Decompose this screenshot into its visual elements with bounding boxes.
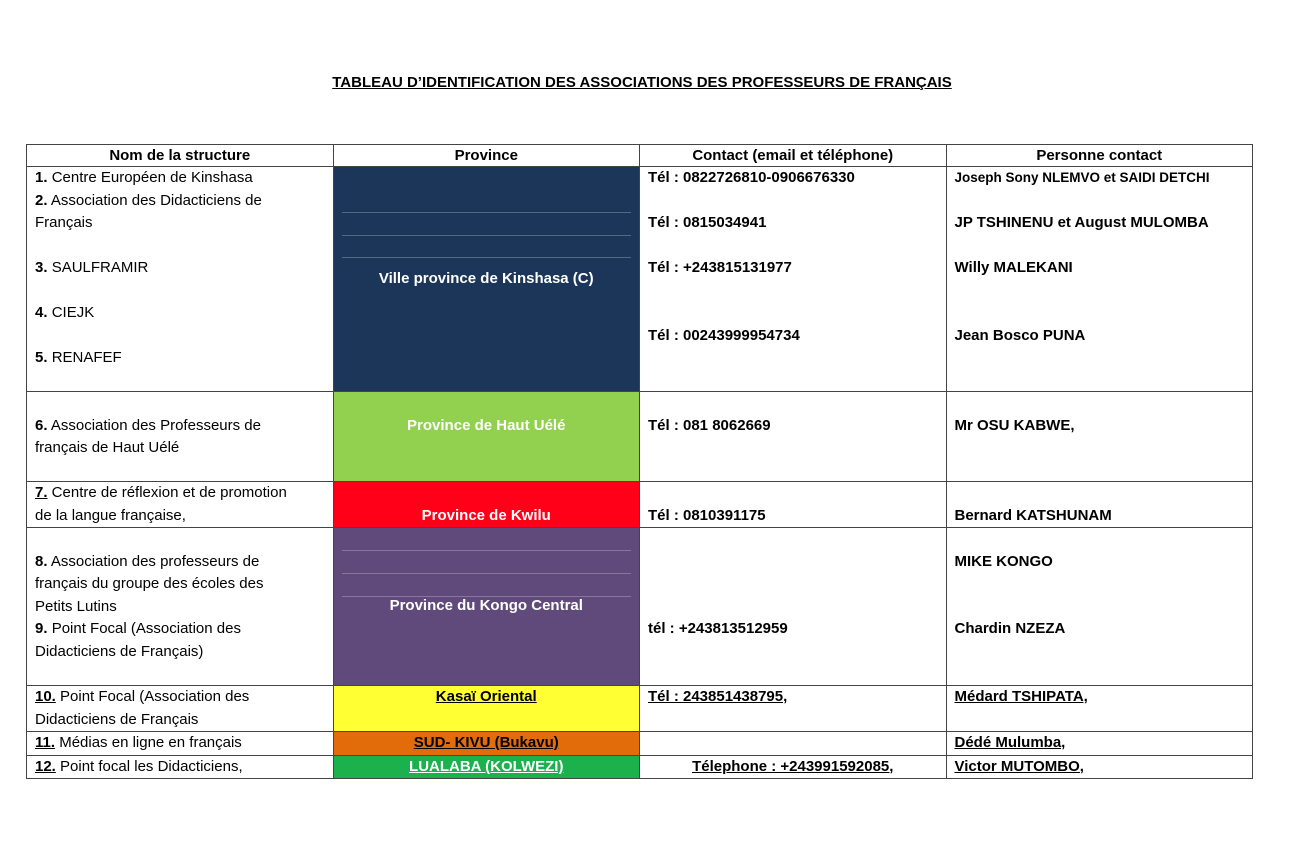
table-row [27,528,1253,686]
contact-cell: tél : +243813512959 [640,528,947,686]
province-label: Province de Kwilu [421,506,551,524]
contact-cell: Tél : 081 8062669 [640,392,947,482]
province-label: Kasaï Oriental [435,688,537,705]
province-label: LUALABA (KOLWEZI) [409,757,564,775]
header-province: Province [333,145,640,167]
province-cell-haut-uele [333,392,640,482]
province-label: Province du Kongo Central [389,597,583,614]
contact-cell: Tél : 243851438795, [640,686,947,732]
contact-cell [640,732,947,756]
structure-cell: 10. Point Focal (Association des Didacticiens de Français [27,686,334,732]
province-cell-sud-kivu [333,732,640,756]
structure-cell: 7. Centre de réflexion et de promotion de la langue française, [27,482,334,528]
province-label: Province de Haut Uélé [407,416,566,434]
structure-cell: 12. Point focal les Didacticiens, [27,755,334,779]
contact-cell: Tél : 0822726810-0906676330 Tél : 0815034941 Tél : +243815131977 Tél : 00243999954734 [640,167,947,392]
province-cell-kasai-oriental [333,686,640,732]
contact-cell: Tél : 0810391175 [640,482,947,528]
structure-cell: 8. Association des professeurs de français du groupe des écoles des Petits Lutins 9. Point Focal (Association des Didacticiens de Français) [27,528,334,686]
header-contact: Contact (email et téléphone) [640,145,947,167]
province-cell-kongo-central [333,528,640,686]
province-label: Ville province de Kinshasa (C) [378,269,594,287]
table-row [27,755,1253,779]
person-cell: Médard TSHIPATA, [946,686,1253,732]
structure-cell: 1. Centre Européen de Kinshasa 2. Association des Didacticiens de Français 3. SAULFRAMIR 4. CIEJK 5. RENAFEF [27,167,334,392]
header-person: Personne contact [946,145,1253,167]
document-title: TABLEAU D’IDENTIFICATION DES ASSOCIATIONS DES PROFESSEURS DE FRANÇAIS [332,74,952,91]
table-row [27,392,1253,482]
contact-cell: Télephone : +243991592085, [640,755,947,779]
province-cell-kinshasa [333,167,640,392]
table-row [27,686,1253,732]
province-cell-lualaba [333,755,640,779]
table-header-row [27,145,1253,167]
person-cell: Dédé Mulumba, [946,732,1253,756]
person-cell: Joseph Sony NLEMVO et SAIDI DETCHI JP TSHINENU et August MULOMBA Willy MALEKANI Jean Bosco PUNA [946,167,1253,392]
associations-table [26,144,1253,779]
province-label: SUD- KIVU (Bukavu) [413,734,559,751]
structure-cell: 11. Médias en ligne en français [27,732,334,756]
table-row [27,167,1253,392]
table-row [27,732,1253,756]
person-cell: Victor MUTOMBO, [946,755,1253,779]
province-cell-kwilu [333,482,640,528]
table-row [27,482,1253,528]
person-cell: Mr OSU KABWE, [946,392,1253,482]
structure-cell: 6. Association des Professeurs de français de Haut Uélé [27,392,334,482]
person-cell: Bernard KATSHUNAM [946,482,1253,528]
person-cell: MIKE KONGO Chardin NZEZA [946,528,1253,686]
header-structure: Nom de la structure [27,145,334,167]
